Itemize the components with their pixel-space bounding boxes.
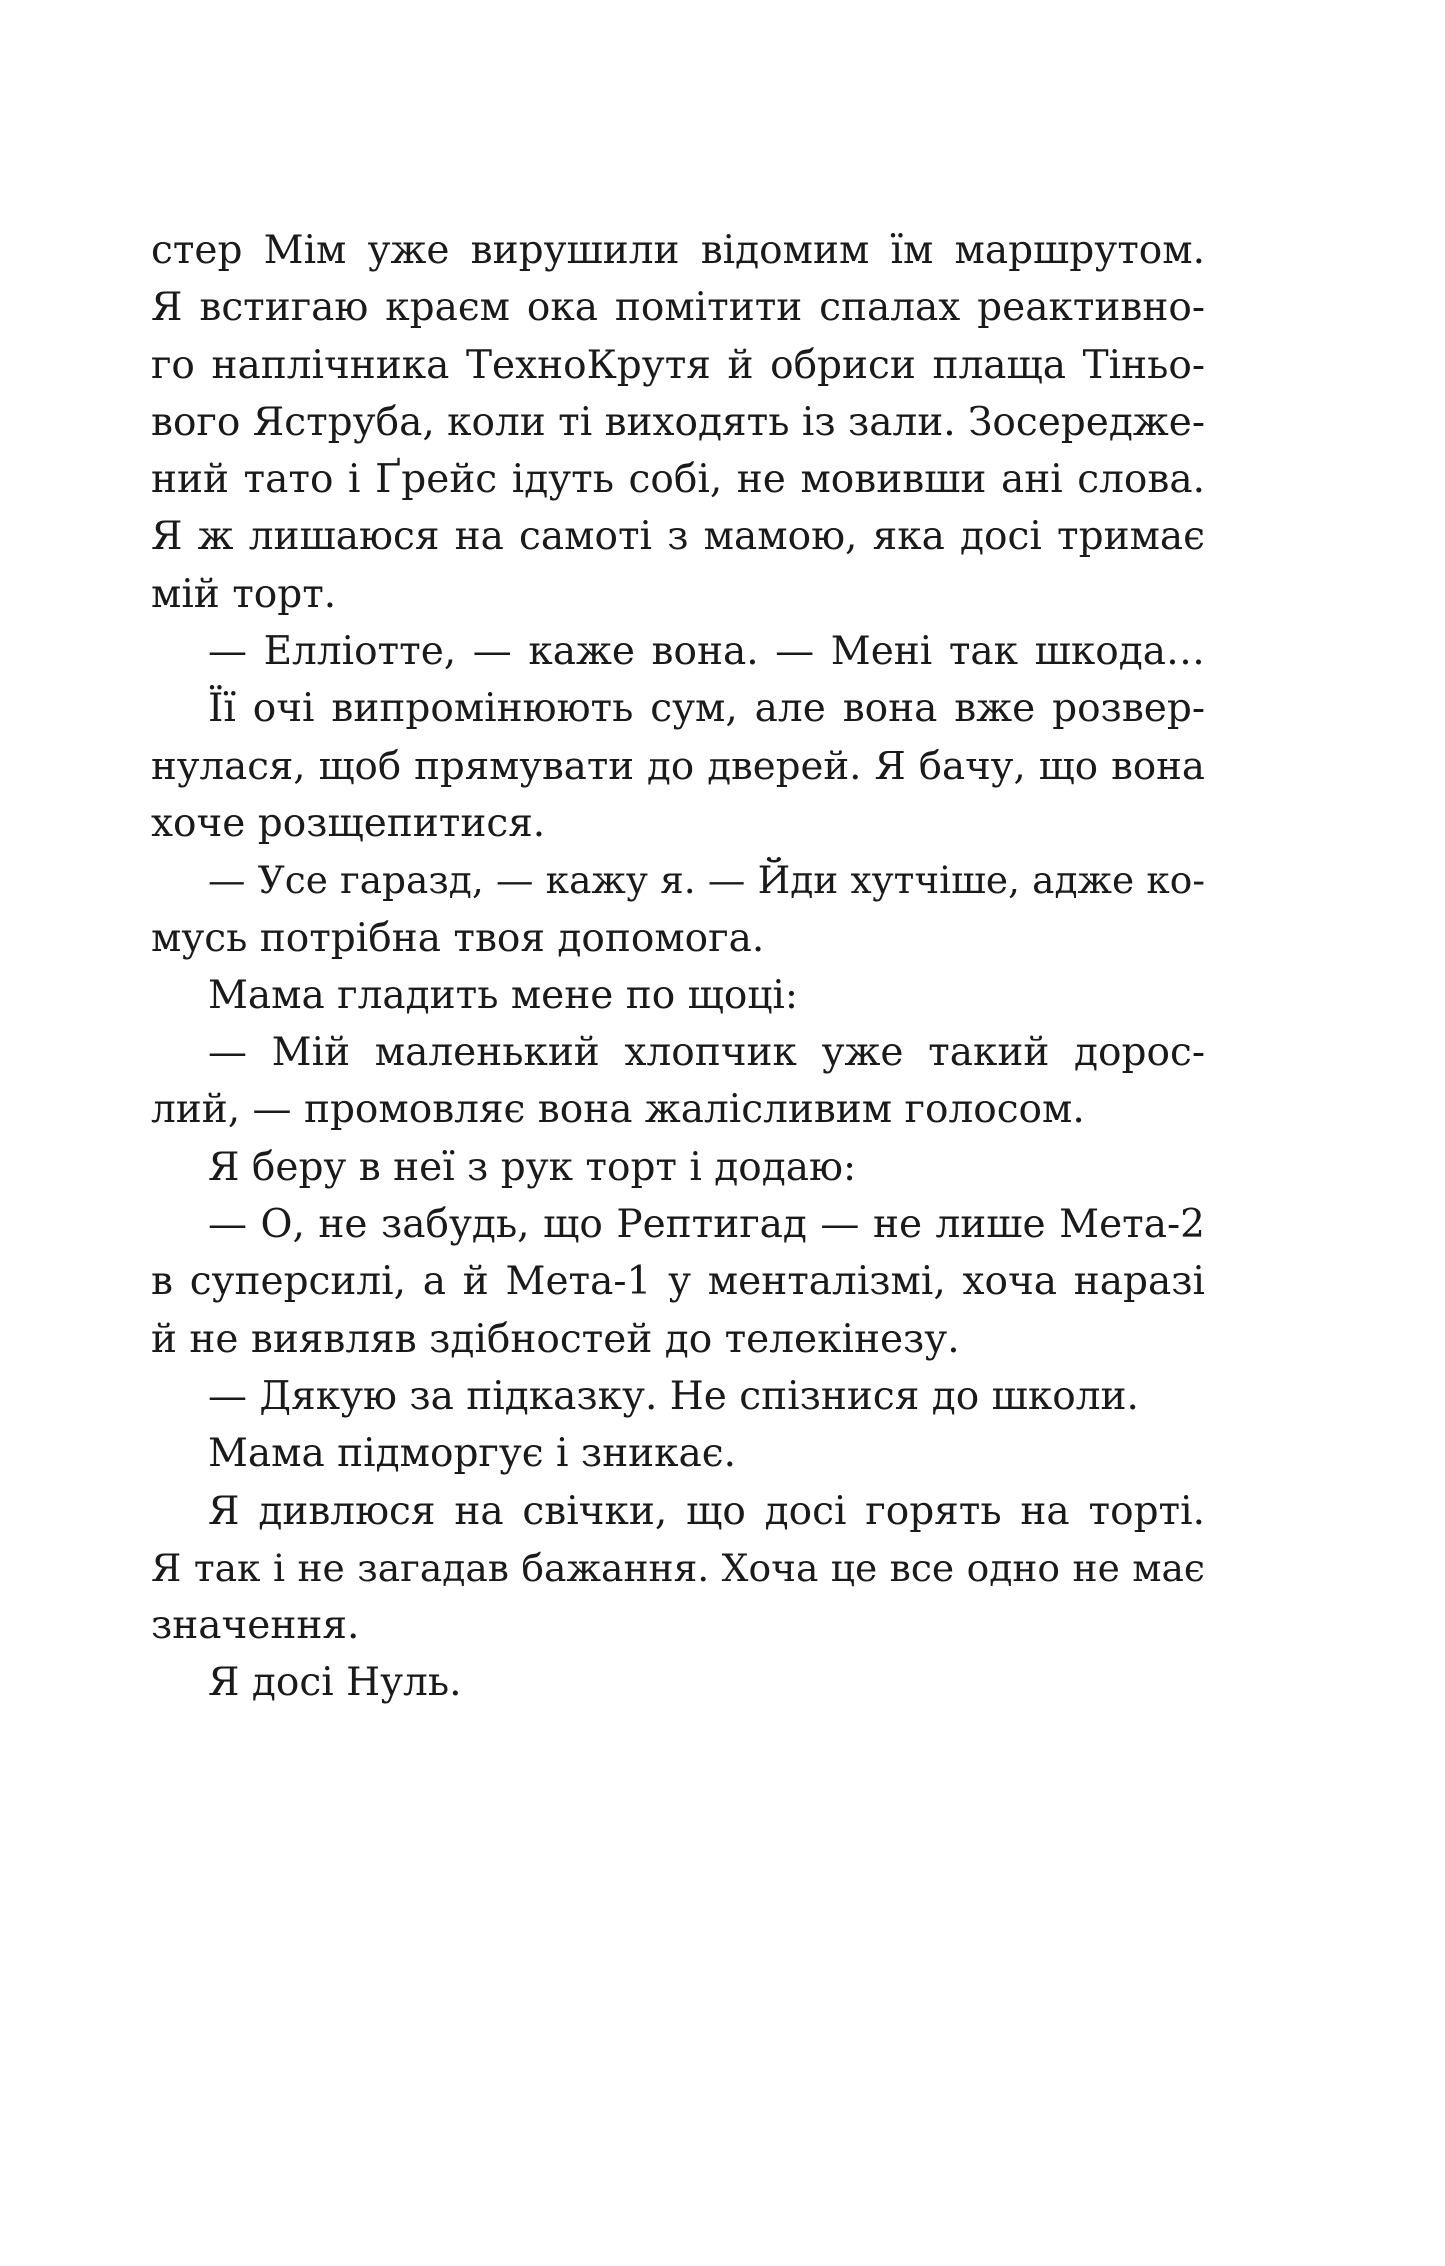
text-line: — О, не забудь, що Рептигад — не лише Мета-2 — [208, 1202, 1205, 1248]
text-line: Мама гладить мене по щоці: — [208, 972, 799, 1018]
text-line: ний тато і Ґрейс ідуть собі, не мовивши ані слова. — [151, 457, 1205, 503]
text-line: Я ж лишаюся на самоті з мамою, яка досі тримає — [151, 514, 1205, 560]
text-line: лий, — промовляє вона жалісливим голосом. — [151, 1087, 1085, 1133]
text-line: в суперсилі, а й Мета-1 у менталізмі, хоча наразі — [151, 1259, 1205, 1305]
text-line: Я так і не загадав бажання. Хоча це все одно не має — [151, 1545, 1205, 1590]
text-line: го наплічника ТехноКрутя й обриси плаща Тіньо- — [151, 342, 1205, 388]
body-text — [151, 222, 1205, 1712]
text-line: — Усе гаразд, — кажу я. — Йди хутчіше, адже ко- — [208, 858, 1205, 903]
text-line: стер Мім уже вирушили відомим їм маршрутом. — [151, 228, 1205, 273]
text-line: Мама підморгує і зникає. — [208, 1431, 737, 1477]
text-line: — Мій маленький хлопчик уже такий дорос- — [208, 1030, 1205, 1076]
text-line: мусь потрібна твоя допомога. — [151, 915, 765, 961]
text-line: мій торт. — [151, 571, 337, 617]
text-line: значення. — [151, 1603, 360, 1649]
text-line: Я беру в неї з рук торт і додаю: — [208, 1144, 857, 1190]
text-line: Я встигаю краєм ока помітити спалах реактивно- — [151, 285, 1205, 331]
text-line: — Дякую за підказку. Не спізнися до школи. — [208, 1373, 1139, 1419]
text-line: й не виявляв здібностей до телекінезу. — [151, 1316, 960, 1362]
text-line: — Еллiотте, — каже вона. — Мені так шкода… — [208, 629, 1205, 675]
text-line: нулася, щоб прямувати до дверей. Я бачу, що вона — [151, 743, 1205, 789]
text-line: Її очі випромінюють сум, але вона вже розвер- — [208, 686, 1205, 732]
text-line: Я досі Нуль. — [208, 1660, 462, 1706]
text-line: вого Яструба, коли ті виходять із зали. Зосередже- — [151, 399, 1205, 445]
text-line: Я дивлюся на свічки, що досі горять на торті. — [208, 1488, 1205, 1534]
text-line: хоче розщепитися. — [151, 800, 546, 846]
